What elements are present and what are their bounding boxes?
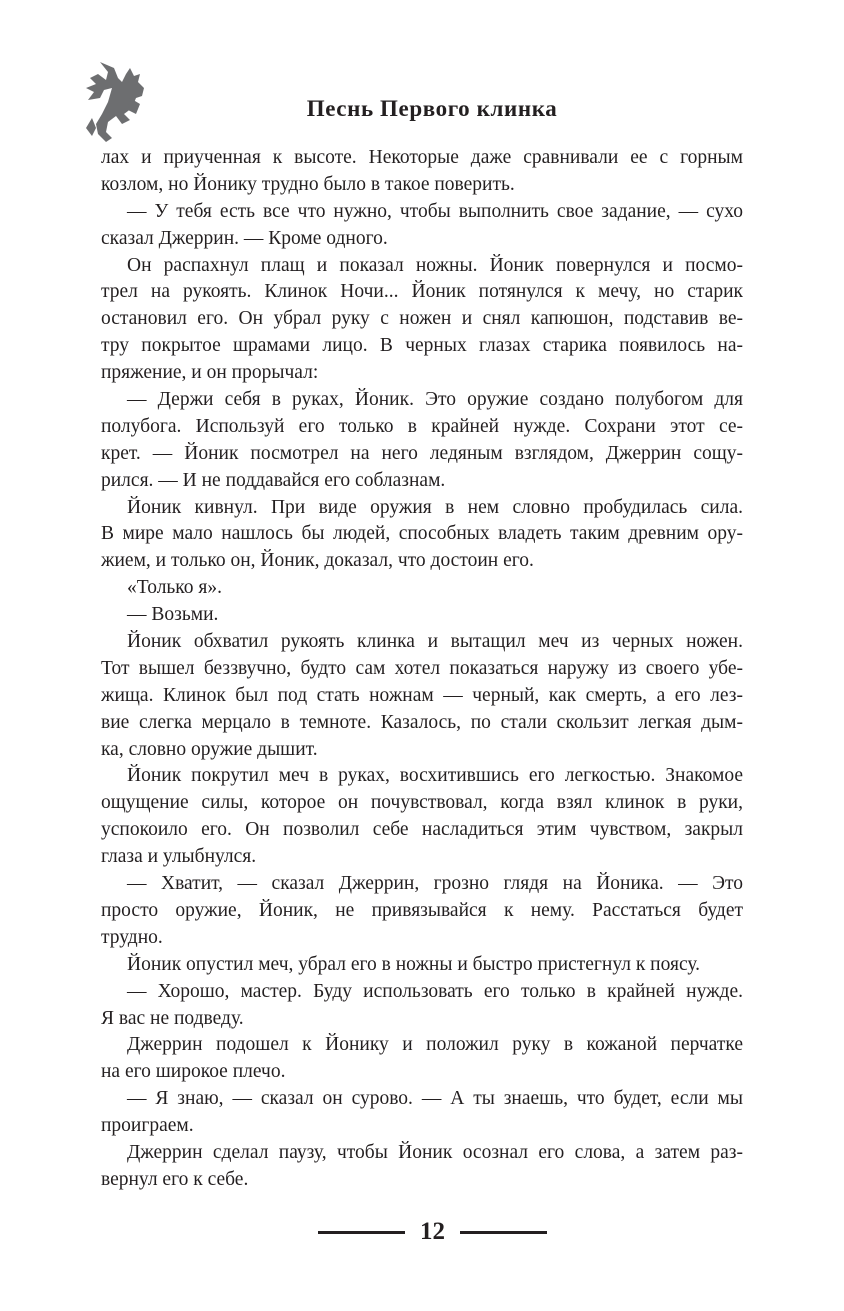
paragraph	[101, 1032, 743, 1086]
text-line: вернул его к себе.	[101, 1168, 249, 1190]
page-number: 12	[420, 1218, 445, 1245]
running-head-title: Песнь Первого клинка	[306, 96, 558, 121]
text-line: трудно.	[101, 926, 163, 948]
text-line: на его широкое плечо.	[101, 1061, 286, 1083]
text-line: Йоник опустил меч, убрал его в ножны и быстро пристегнул к поясу.	[127, 953, 701, 975]
text-line: рился. — И не поддавайся его соблазнам.	[101, 469, 446, 491]
text-line: тру покрытое шрамами лицо. В черных глазах старика появилось на-	[101, 335, 743, 357]
text-line: глаза и улыбнулся.	[101, 846, 257, 868]
text-line: — Хватит, — сказал Джеррин, грозно глядя на Йоника. — Это	[127, 873, 743, 895]
paragraph	[101, 1086, 743, 1140]
text-line: пряжение, и он прорычал:	[101, 362, 319, 384]
text-line: «Только я».	[127, 577, 223, 599]
paragraph	[101, 387, 743, 495]
paragraph	[101, 871, 743, 952]
text-line: Тот вышел беззвучно, будто сам хотел показаться наружу из своего убе-	[101, 657, 743, 679]
paragraph	[101, 199, 743, 253]
text-line: успокоило его. Он позволил себе насладиться этим чувством, закрыл	[101, 819, 743, 841]
paragraph	[101, 575, 743, 602]
paragraph	[101, 763, 743, 871]
text-line: Йоник покрутил меч в руках, восхитившись его легкостью. Знакомое	[127, 765, 743, 787]
text-line: жища. Клинок был под стать ножнам — черный, как смерть, а его лез-	[101, 684, 743, 706]
text-line: Я вас не подведу.	[101, 1007, 244, 1029]
page-footer	[0, 1214, 844, 1250]
text-line: трел на рукоять. Клинок Ночи... Йоник потянулся к мечу, но старик	[101, 281, 743, 303]
paragraph	[101, 145, 743, 199]
text-line: — Возьми.	[127, 604, 219, 626]
text-line: вие слегка мерцало в темноте. Казалось, по стали скользит легкая дым-	[101, 711, 743, 733]
text-line: крет. — Йоник посмотрел на него ледяным взглядом, Джеррин сощу-	[101, 442, 743, 464]
text-line: проиграем.	[101, 1115, 194, 1137]
paragraph	[101, 979, 743, 1033]
text-line: В мире мало нашлось бы людей, способных владеть таким древним ору-	[101, 523, 743, 545]
text-line: Йоник кивнул. При виде оружия в нем словно пробудилась сила.	[127, 496, 743, 518]
text-line: Джеррин подошел к Йонику и положил руку в кожаной перчатке	[127, 1034, 743, 1056]
text-line: Джеррин сделал паузу, чтобы Йоник осознал его слова, а затем раз-	[127, 1141, 743, 1163]
paragraph	[101, 253, 743, 387]
text-line: сказал Джеррин. — Кроме одного.	[101, 227, 388, 249]
text-line: Йоник обхватил рукоять клинка и вытащил меч из черных ножен.	[127, 631, 743, 653]
paragraph	[101, 1140, 743, 1194]
text-line: — Держи себя в руках, Йоник. Это оружие создано полубогом для	[127, 389, 743, 411]
text-line: Он распахнул плащ и показал ножны. Йоник повернулся и посмо-	[127, 254, 743, 276]
footer-rule-right	[460, 1231, 547, 1234]
text-line: просто оружие, Йоник, не привязывайся к нему. Расстаться будет	[101, 899, 743, 921]
paragraph	[101, 952, 743, 979]
footer-rule-left	[318, 1231, 405, 1234]
text-line: жием, и только он, Йоник, доказал, что достоин его.	[101, 550, 534, 572]
text-line: ка, словно оружие дышит.	[101, 738, 318, 760]
text-line: — Я знаю, — сказал он сурово. — А ты знаешь, что будет, если мы	[127, 1088, 743, 1110]
text-line: лах и приученная к высоте. Некоторые даже сравнивали ее с горным	[101, 147, 743, 168]
text-line: козлом, но Йонику трудно было в такое поверить.	[101, 173, 515, 195]
paragraph	[101, 495, 743, 576]
paragraph	[101, 602, 743, 629]
text-line: — У тебя есть все что нужно, чтобы выполнить свое задание, — сухо	[127, 200, 743, 222]
text-line: остановил его. Он убрал руку с ножен и снял капюшон, подставив ве-	[101, 308, 743, 330]
paragraph	[101, 629, 743, 763]
body-text	[101, 145, 743, 1194]
text-line: ощущение силы, которое он почувствовал, когда взял клинок в руки,	[101, 792, 743, 814]
text-line: — Хорошо, мастер. Буду использовать его только в крайней нужде.	[127, 980, 743, 1002]
text-line: полубога. Используй его только в крайней нужде. Сохрани этот се-	[101, 415, 743, 437]
